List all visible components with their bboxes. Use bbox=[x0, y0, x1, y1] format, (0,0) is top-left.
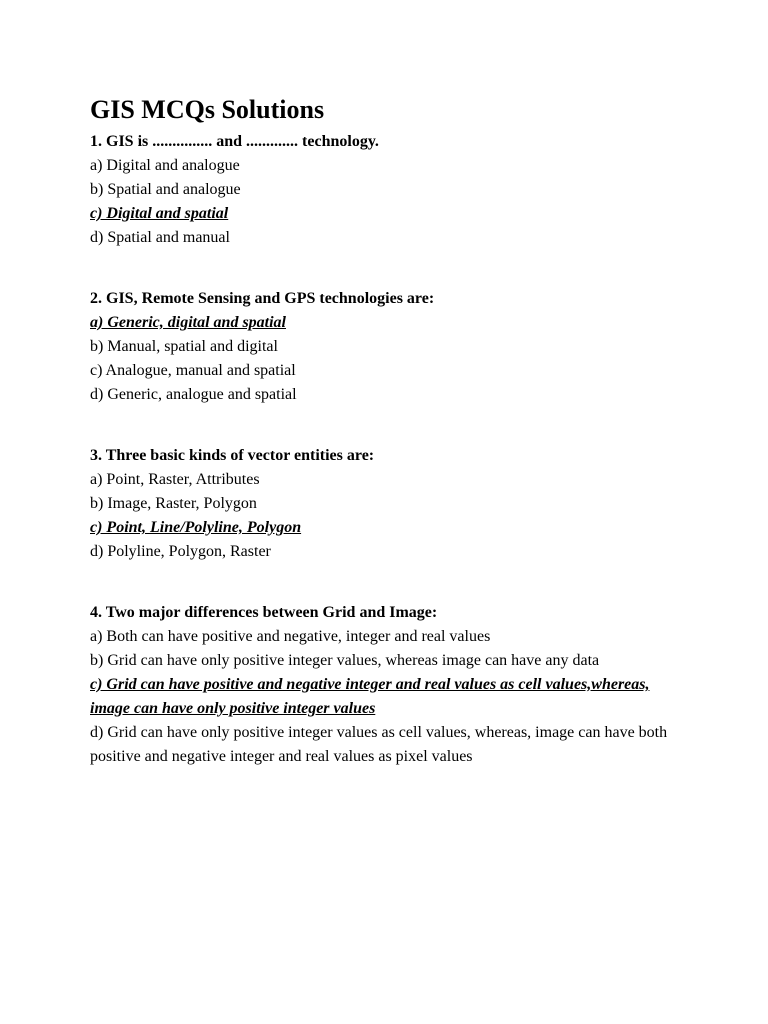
correct-answer-option: c) Digital and spatial bbox=[90, 205, 229, 222]
document-page bbox=[90, 94, 690, 806]
answer-option: b) Spatial and analogue bbox=[90, 181, 241, 198]
answer-option: b) Image, Raster, Polygon bbox=[90, 495, 257, 512]
answer-option: d) Polyline, Polygon, Raster bbox=[90, 543, 271, 560]
correct-answer-option: c) Point, Line/Polyline, Polygon bbox=[90, 519, 302, 536]
answer-option: d) Spatial and manual bbox=[90, 229, 230, 246]
answer-option: d) Generic, analogue and spatial bbox=[90, 386, 297, 403]
answer-option: b) Manual, spatial and digital bbox=[90, 338, 278, 355]
correct-answer-option: a) Generic, digital and spatial bbox=[90, 314, 286, 331]
answer-option: a) Both can have positive and negative, integer and real values bbox=[90, 628, 491, 645]
question-text: 4. Two major differences between Grid and Image: bbox=[90, 604, 438, 621]
answer-option-continuation: positive and negative integer and real values as pixel values bbox=[90, 748, 473, 765]
question-1 bbox=[90, 130, 690, 250]
question-text: 2. GIS, Remote Sensing and GPS technologies are: bbox=[90, 290, 435, 307]
correct-answer-option: c) Grid can have positive and negative integer and real values as cell values,whereas, image can have only positive integer values bbox=[90, 676, 650, 717]
answer-option: a) Point, Raster, Attributes bbox=[90, 471, 260, 488]
question-text: 3. Three basic kinds of vector entities are: bbox=[90, 447, 375, 464]
question-4 bbox=[90, 601, 690, 769]
question-2 bbox=[90, 287, 690, 407]
answer-option: d) Grid can have only positive integer values as cell values, whereas, image can have both bbox=[90, 724, 668, 741]
page-title: GIS MCQs Solutions bbox=[90, 95, 325, 124]
question-text: 1. GIS is ............... and ............. technology. bbox=[90, 133, 379, 150]
question-3 bbox=[90, 444, 690, 564]
answer-option: a) Digital and analogue bbox=[90, 157, 240, 174]
answer-option: c) Analogue, manual and spatial bbox=[90, 362, 296, 379]
answer-option: b) Grid can have only positive integer values, whereas image can have any data bbox=[90, 652, 600, 669]
